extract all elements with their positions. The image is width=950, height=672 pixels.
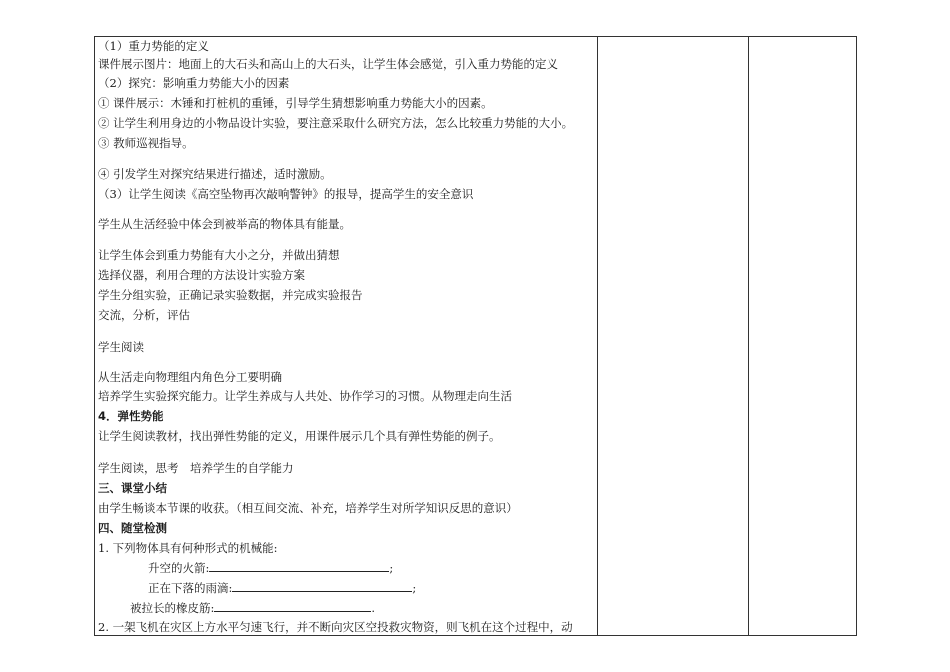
section-heading: 4．弹性势能 bbox=[98, 409, 164, 423]
text-line: 学生从生活经验中体会到被举高的物体具有能量。 bbox=[98, 217, 351, 231]
answer-blank bbox=[214, 601, 371, 612]
text-line: 让学生阅读教材，找出弹性势能的定义，用课件展示几个具有弹性势能的例子。 bbox=[98, 429, 501, 443]
question-1: 1. 下列物体具有何种形式的机械能: bbox=[98, 541, 278, 555]
item-label: 升空的火箭: bbox=[148, 561, 210, 575]
text-line: ③ 教师巡视指导。 bbox=[98, 136, 194, 150]
item-label: 被拉长的橡皮筋: bbox=[130, 601, 215, 615]
section-heading: 四、随堂检测 bbox=[98, 521, 167, 535]
text-line: 培养学生实验探究能力。让学生养成与人共处、协作学习的习惯。从物理走向生活 bbox=[98, 389, 512, 403]
question-2: 2. 一架飞机在灾区上方水平匀速飞行，并不断向灾区空投救灾物资，则飞机在这个过程中，动 bbox=[98, 620, 573, 634]
text-line: 由学生畅谈本节课的收获。（相互间交流、补充，培养学生对所学知识反思的意识） bbox=[98, 501, 518, 515]
text-line: 学生阅读，思考 培养学生的自学能力 bbox=[98, 461, 294, 475]
text-line: 课件展示图片：地面上的大石头和高山上的大石头，让学生体会感觉，引入重力势能的定义 bbox=[98, 57, 558, 71]
text-line: 学生分组实验，正确记录实验数据，并完成实验报告 bbox=[98, 288, 363, 302]
lesson-table bbox=[94, 36, 857, 636]
question-1-item-raindrop: 正在下落的雨滴: ; bbox=[148, 581, 417, 595]
column-divider-1 bbox=[597, 37, 598, 635]
question-1-item-rubber-band: 被拉长的橡皮筋: . bbox=[130, 601, 376, 615]
text-line: ④ 引发学生对探究结果进行描述，适时激励。 bbox=[98, 167, 332, 181]
item-label: 正在下落的雨滴: bbox=[148, 581, 233, 595]
text-line: 选择仪器，利用合理的方法设计实验方案 bbox=[98, 268, 305, 282]
text-line: 学生阅读 bbox=[98, 340, 144, 354]
text-line: 从生活走向物理组内角色分工要明确 bbox=[98, 370, 282, 384]
section-heading: 三、课堂小结 bbox=[98, 481, 167, 495]
question-1-item-rocket: 升空的火箭: ; bbox=[148, 561, 394, 575]
text-line: 交流，分析，评估 bbox=[98, 308, 190, 322]
answer-blank bbox=[232, 581, 412, 592]
text-line: ② 让学生利用身边的小物品设计实验，要注意采取什么研究方法，怎么比较重力势能的大小。 bbox=[98, 116, 574, 130]
column-divider-2 bbox=[748, 37, 749, 635]
answer-blank bbox=[209, 561, 389, 572]
text-line: （3）让学生阅读《高空坠物再次敲响警钟》的报导，提高学生的安全意识 bbox=[98, 187, 474, 201]
section-heading: （2）探究：影响重力势能大小的因素 bbox=[98, 76, 290, 90]
text-line: ① 课件展示：木锤和打桩机的重锤，引导学生猜想影响重力势能大小的因素。 bbox=[98, 96, 493, 110]
section-heading: （1）重力势能的定义 bbox=[98, 39, 209, 53]
text-line: 让学生体会到重力势能有大小之分，并做出猜想 bbox=[98, 248, 340, 262]
